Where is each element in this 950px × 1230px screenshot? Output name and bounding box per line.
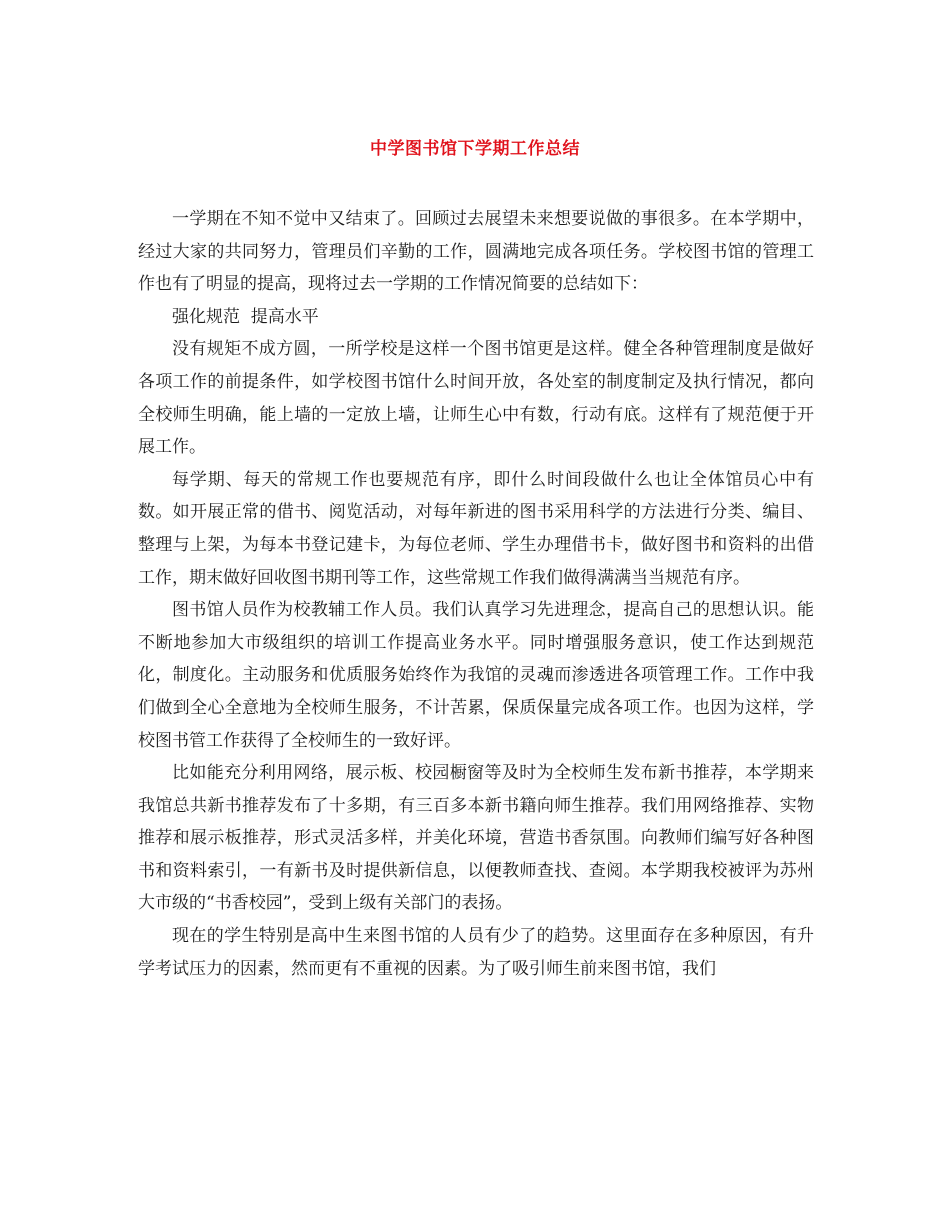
paragraph-students: 现在的学生特别是高中生来图书馆的人员有少了的趋势。这里面存在多种原因，有升学考试压力的因素，然而更有不重视的因素。为了吸引师生前来图书馆，我们 xyxy=(138,926,814,979)
paragraph-rules: 没有规矩不成方圆，一所学校是这样一个图书馆更是这样。健全各种管理制度是做好各项工作的前提条件，如学校图书馆什么时间开放，各处室的制度制定及执行情况，都向全校师生明确，能上墙的一定放上墙，让师生心中有数，行动有底。这样有了规范便于开展工作。 xyxy=(138,339,814,458)
paragraph-intro: 一学期在不知不觉中又结束了。回顾过去展望未来想要说做的事很多。在本学期中，经过大家的共同努力，管理员们辛勤的工作，圆满地完成各项任务。学校图书馆的管理工作也有了明显的提高，现将过去一学期的工作情况简要的总结如下： xyxy=(138,209,814,295)
paragraph-recommendations: 比如能充分利用网络，展示板、校园橱窗等及时为全校师生发布新书推荐，本学期来我馆总共新书推荐发布了十多期，有三百多本新书籍向师生推荐。我们用网络推荐、实物推荐和展示板推荐，形式灵活多样，并美化环境，营造书香氛围。向教师们编写好各种图书和资料索引，一有新书及时提供新信息，以便教师查找、查阅。本学期我校被评为苏州大市级的“书香校园”，受到上级有关部门的表扬。 xyxy=(138,763,814,914)
section-heading: 强化规范 提高水平 xyxy=(172,306,319,327)
document-body xyxy=(138,203,814,985)
paragraph-staff: 图书馆人员作为校教辅工作人员。我们认真学习先进理念，提高自己的思想认识。能不断地参加大市级组织的培训工作提高业务水平。同时增强服务意识，使工作达到规范化，制度化。主动服务和优质服务始终作为我馆的灵魂而渗透进各项管理工作。工作中我们做到全心全意地为全校师生服务，不计苦累，保质保量完成各项工作。也因为这样，学校图书管工作获得了全校师生的一致好评。 xyxy=(138,600,814,751)
paragraph-routine-work: 每学期、每天的常规工作也要规范有序，即什么时间段做什么也让全体馆员心中有数。如开展正常的借书、阅览活动，对每年新进的图书采用科学的方法进行分类、编目、整理与上架，为每本书登记建卡，为每位老师、学生办理借书卡，做好图书和资料的出借工作，期末做好回收图书期刊等工作，这些常规工作我们做得满满当当规范有序。 xyxy=(138,469,814,588)
document-title: 中学图书馆下学期工作总结 xyxy=(370,139,580,159)
